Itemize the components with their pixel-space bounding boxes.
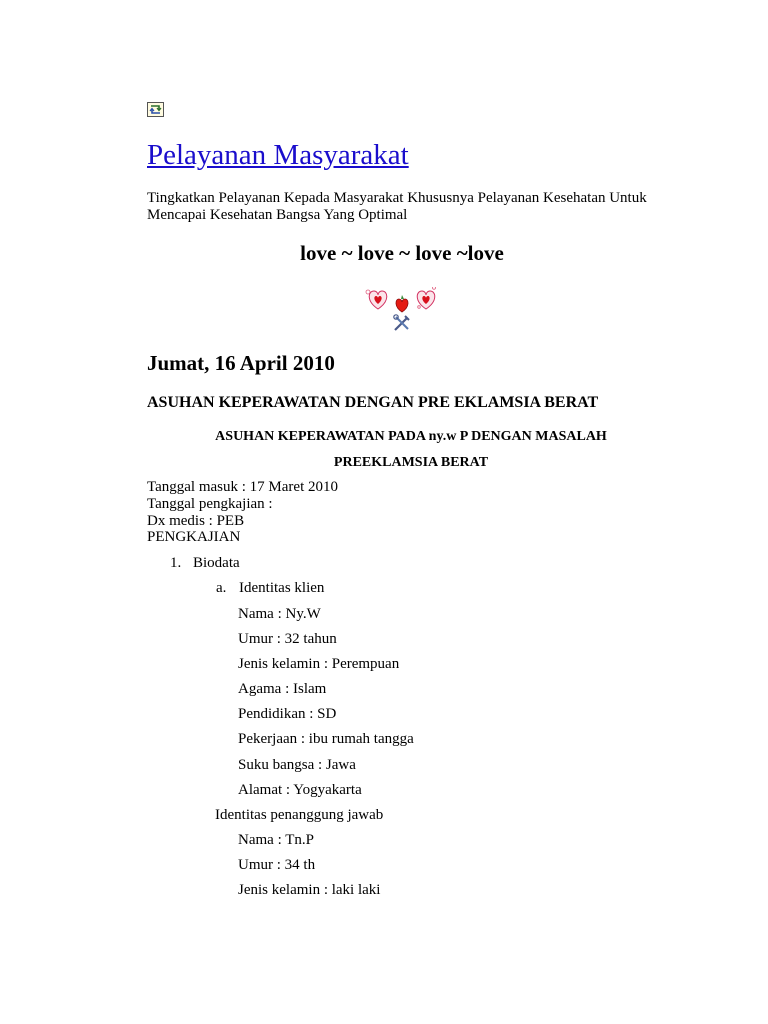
post-title[interactable]: ASUHAN KEPERAWATAN DENGAN PRE EKLAMSIA BERAT	[147, 394, 599, 411]
post-date-header: Jumat, 16 April 2010	[147, 351, 335, 375]
penanggung-umur: Umur : 34 th	[238, 857, 316, 873]
penanggung-jenis-kelamin: Jenis kelamin : laki laki	[238, 882, 381, 898]
info-tanggal-masuk: Tanggal masuk : 17 Maret 2010	[147, 479, 338, 495]
site-title-link[interactable]: Pelayanan Masyarakat	[147, 139, 409, 171]
penanggung-nama: Nama : Tn.P	[238, 832, 314, 848]
sub-item-identitas-klien: Identitas klien	[239, 580, 325, 596]
love-line: love ~ love ~ love ~love	[300, 241, 504, 265]
klien-jenis-kelamin: Jenis kelamin : Perempuan	[238, 656, 400, 672]
penanggung-heading: Identitas penanggung jawab	[215, 807, 384, 823]
heading-2: PREEKLAMSIA BERAT	[333, 455, 489, 470]
list-number: 1.	[170, 555, 182, 571]
klien-alamat: Alamat : Yogyakarta	[238, 782, 362, 798]
hearts-animation-icon	[364, 287, 442, 335]
broken-image-icon	[147, 102, 164, 117]
info-tanggal-pengkajian: Tanggal pengkajian :	[147, 496, 273, 512]
klien-agama: Agama : Islam	[238, 681, 327, 697]
list-item-biodata: Biodata	[193, 555, 240, 571]
info-pengkajian: PENGKAJIAN	[147, 529, 241, 545]
klien-pekerjaan: Pekerjaan : ibu rumah tangga	[238, 731, 414, 747]
klien-nama: Nama : Ny.W	[238, 606, 321, 622]
site-tagline: Tingkatkan Pelayanan Kepada Masyarakat Khususnya Pelayanan Kesehatan Untuk Mencapai Kesehatan Bangsa Yang Optimal	[147, 190, 647, 223]
klien-umur: Umur : 32 tahun	[238, 631, 337, 647]
info-dx-medis: Dx medis : PEB	[147, 513, 245, 529]
klien-suku-bangsa: Suku bangsa : Jawa	[238, 757, 356, 773]
heading-1: ASUHAN KEPERAWATAN PADA ny.w P DENGAN MASALAH	[215, 429, 607, 444]
sub-letter: a.	[216, 580, 227, 596]
klien-pendidikan: Pendidikan : SD	[238, 706, 337, 722]
